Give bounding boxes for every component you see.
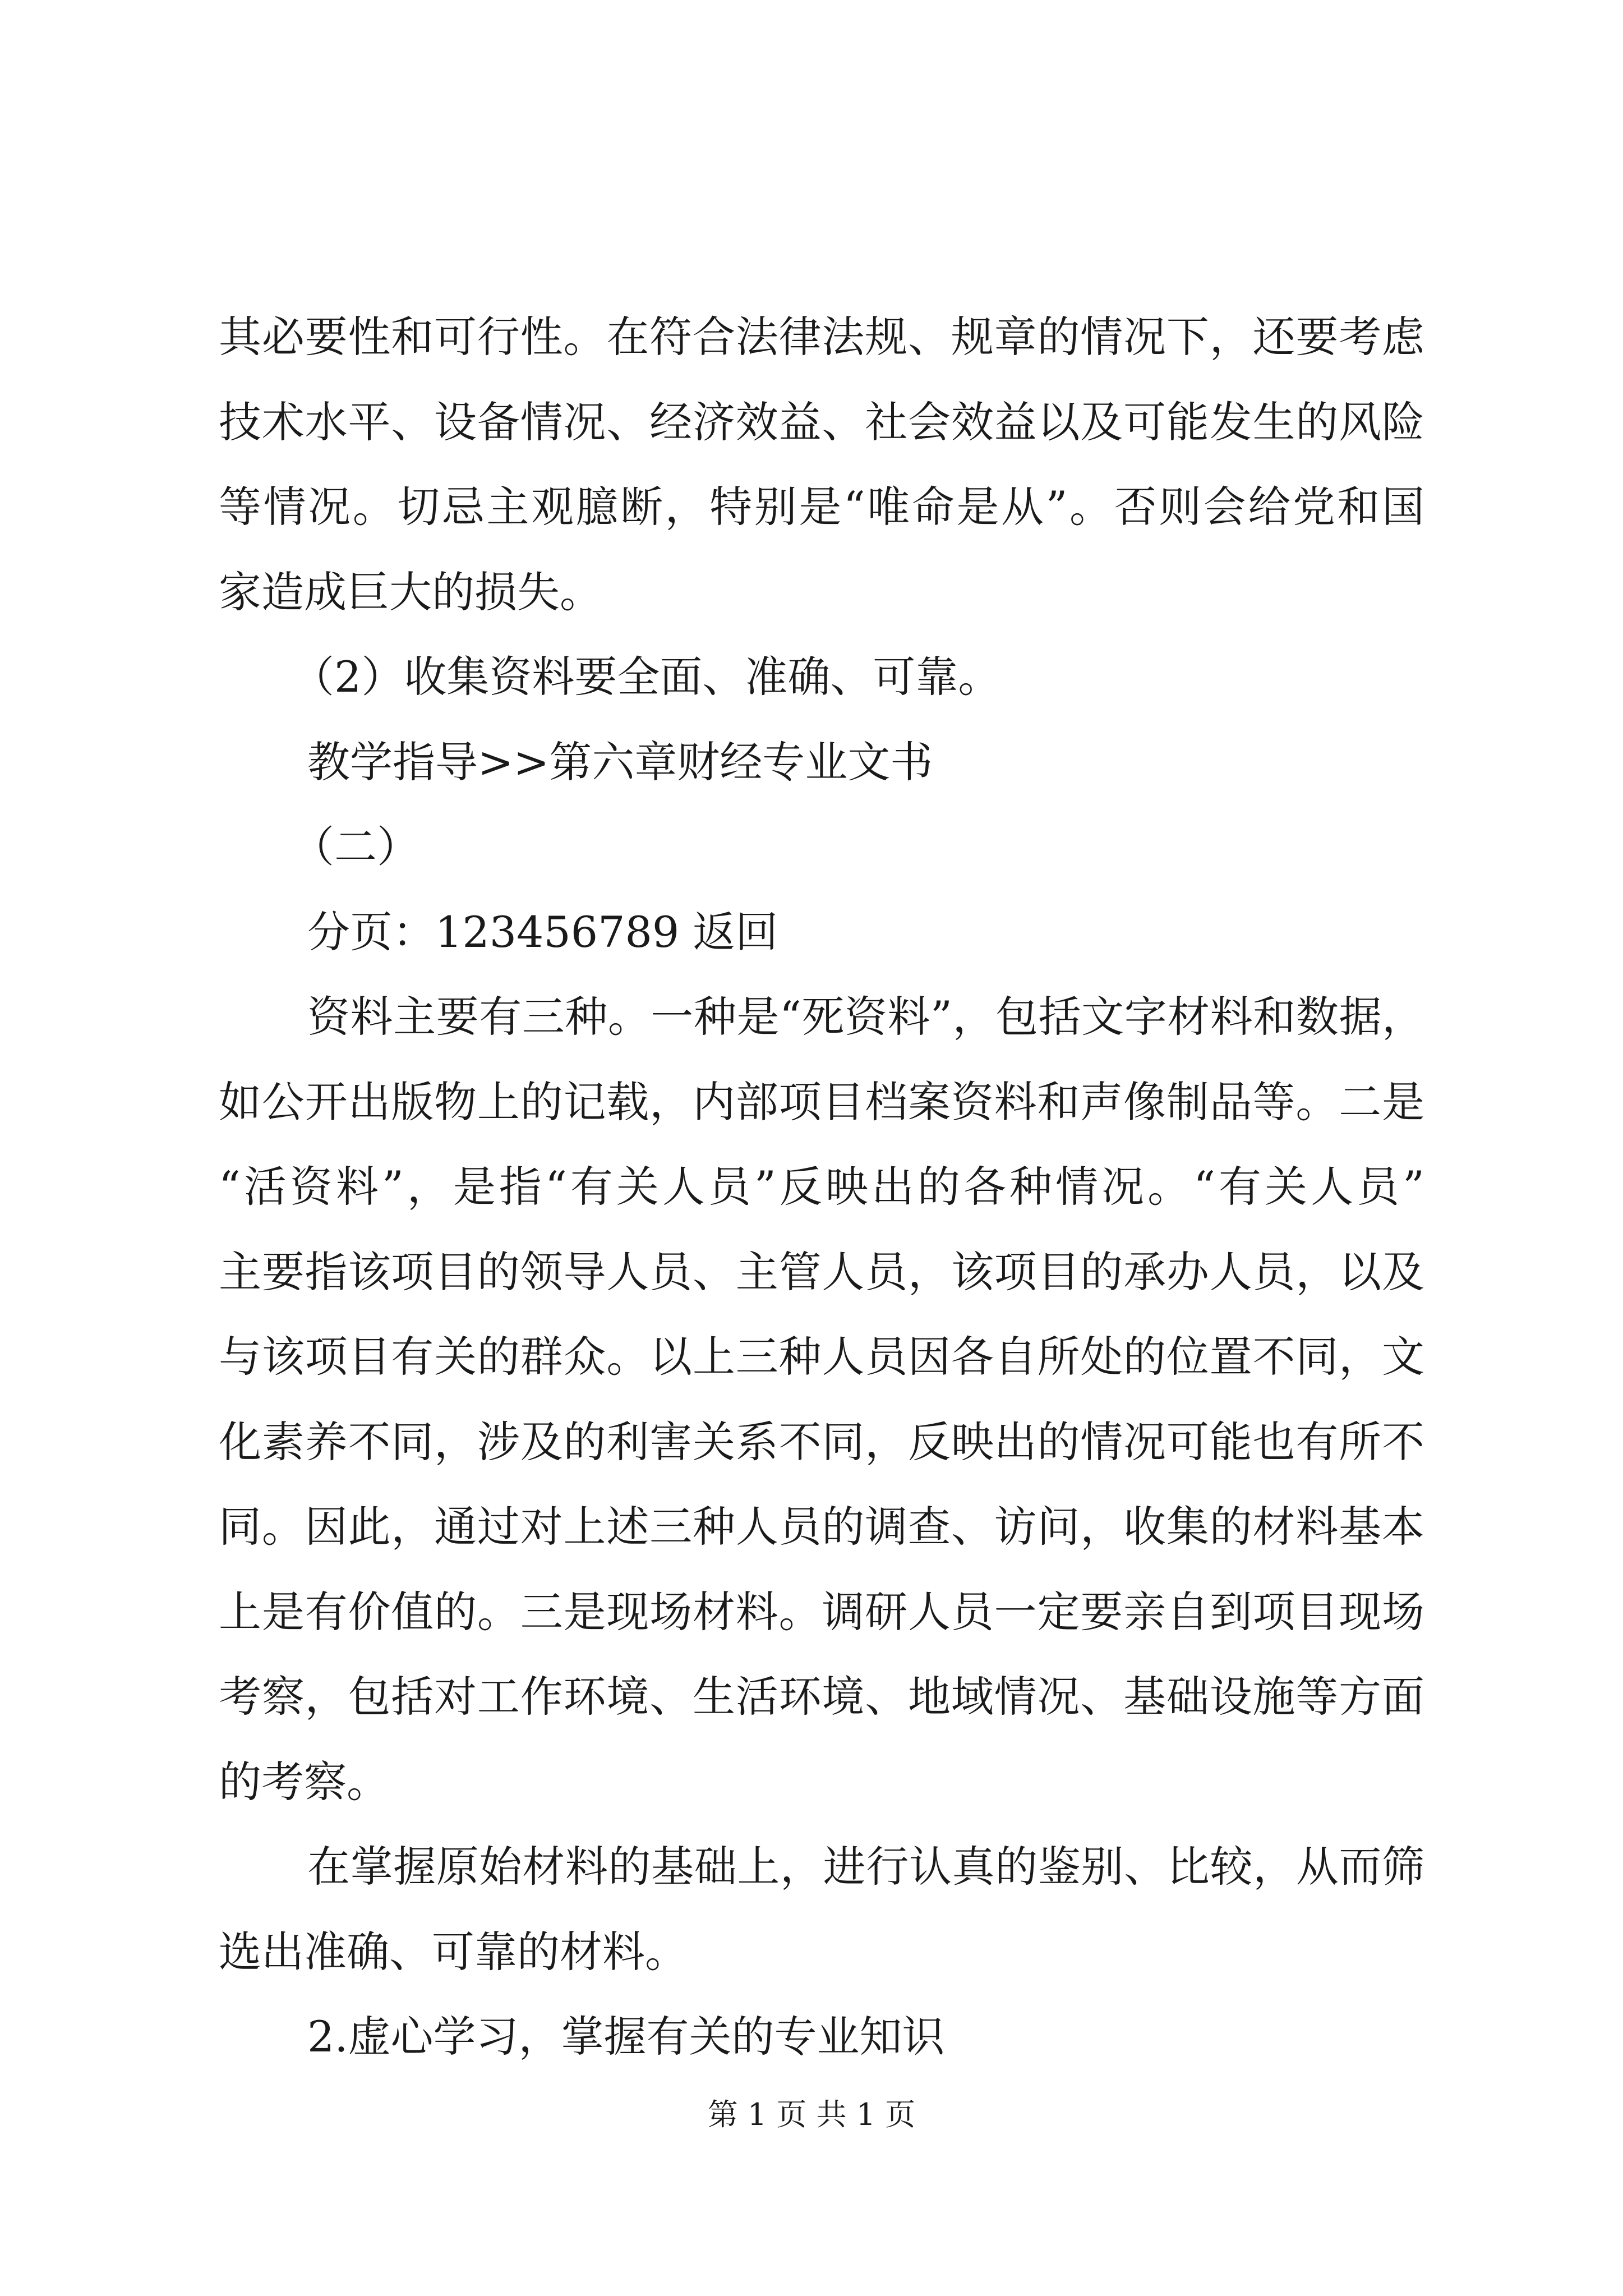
subheading: 2.虚心学习，掌握有关的专业知识 [307,2012,945,2062]
text-line: 如公开出版物上的记载，内部项目档案资料和声像制品等。二是 [219,1076,1424,1127]
text-line: 家造成巨大的损失。 [219,567,602,617]
subheading: （2）收集资料要全面、准确、可靠。 [292,652,1001,702]
text-line: 同。因此，通过对上述三种人员的调查、访问，收集的材料基本 [219,1502,1424,1552]
nav-title: 教学指导>>第六章财经专业文书 [307,737,933,787]
text-line: 技术水平、设备情况、经济效益、社会效益以及可能发生的风险 [219,397,1424,447]
text-line: 化素养不同，涉及的利害关系不同，反映出的情况可能也有所不 [219,1416,1424,1467]
page-footer: 第 1 页 共 1 页 [707,2097,916,2132]
pagination-line: 分页：123456789 返回 [307,907,778,957]
text-line: 的考察。 [219,1756,389,1807]
text-line: 等情况。切忌主观臆断，特别是“唯命是从”。否则会给党和国 [219,482,1424,532]
text-line: 与该项目有关的群众。以上三种人员因各自所处的位置不同，文 [219,1332,1424,1382]
document-body [219,295,1424,2079]
text-line: 主要指该项目的领导人员、主管人员，该项目的承办人员，以及 [219,1246,1424,1297]
text-line: 在掌握原始材料的基础上，进行认真的鉴别、比较，从而筛 [307,1842,1424,1892]
text-line: 资料主要有三种。一种是“死资料”，包括文字材料和数据， [307,992,1424,1042]
text-line: 选出准确、可靠的材料。 [219,1926,688,1977]
text-line: 考察，包括对工作环境、生活环境、地域情况、基础设施等方面 [219,1672,1424,1722]
text-line: 其必要性和可行性。在符合法律法规、规章的情况下，还要考虑 [219,312,1424,362]
text-line: “活资料”，是指“有关人员”反映出的各种情况。“有关人员” [219,1162,1424,1212]
text-line: 上是有价值的。三是现场材料。调研人员一定要亲自到项目现场 [219,1586,1424,1637]
section-number: （二） [292,822,419,872]
